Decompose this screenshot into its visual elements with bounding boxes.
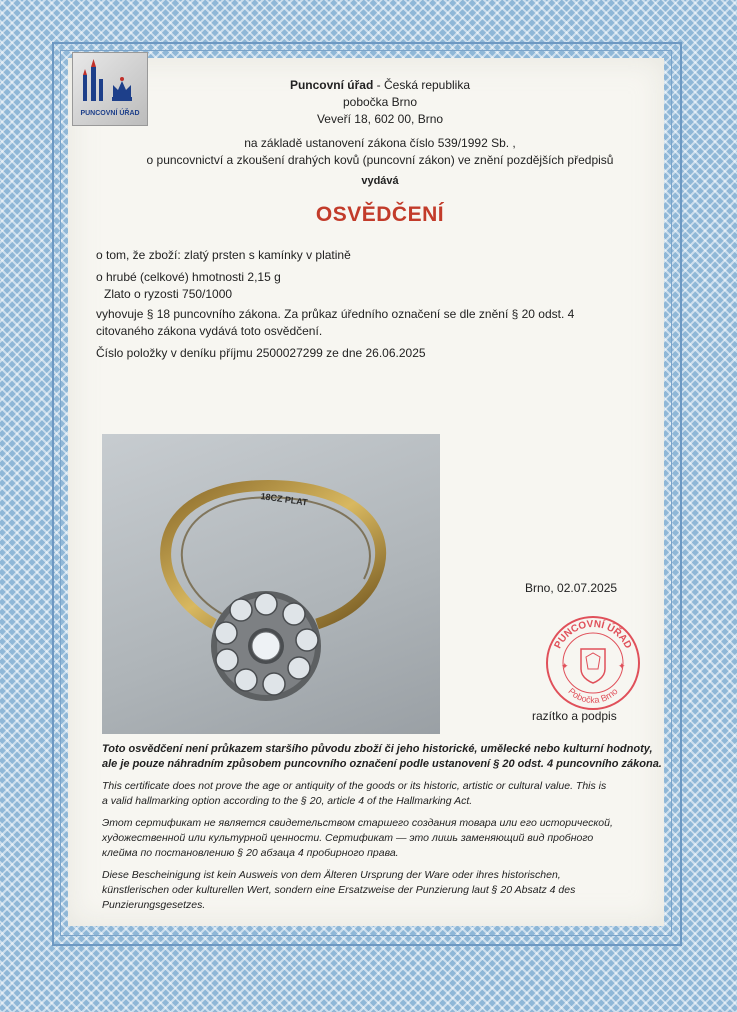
stamp-signature-label: razítko a podpis xyxy=(532,709,617,723)
law-line-1: na základě ustanovení zákona číslo 539/1992 Sb. , xyxy=(244,136,516,150)
header-address: Veveří 18, 602 00, Brno xyxy=(316,112,444,126)
ring-icon xyxy=(102,434,440,734)
item-weight: o hrubé (celkové) hmotnosti 2,15 g xyxy=(96,270,281,284)
ledger-number: Číslo položky v deníku příjmu 2500027299 ze dne 26.06.2025 xyxy=(96,346,426,360)
disclaimer-cz-line-1: Toto osvědčení není průkazem staršího původu zboží či jeho historické, umělecké nebo kulturní hodnoty, xyxy=(102,743,653,755)
disclaimer-de-line-3: Punzierungsgesetzes. xyxy=(102,899,206,911)
issues-label: vydává xyxy=(361,175,399,187)
stamp-bottom-text: Pobočka Brno xyxy=(566,686,620,706)
certificate-title: OSVĚDČENÍ xyxy=(315,203,445,226)
disclaimer-de-line-2: künstlerischen oder kulturellen Wert, sondern eine Ersatzweise der Punzierung laut § 20 Absatz 4 des xyxy=(102,884,576,896)
office-name: Puncovní úřad xyxy=(289,78,374,92)
place-date: Brno, 02.07.2025 xyxy=(525,581,618,595)
item-description: o tom, že zboží: zlatý prsten s kamínky v platině xyxy=(96,248,351,262)
official-stamp xyxy=(543,613,643,713)
conformity-line-2: citovaného zákona vydává toto osvědčení. xyxy=(96,324,323,338)
stamp-star-left-icon: ✦ xyxy=(561,661,569,671)
disclaimer-cz-line-2: ale je pouze náhradním způsobem puncovního označení podle ustanovení § 20 odst. 4 puncovního zákona. xyxy=(102,758,662,770)
disclaimer-en-line-2: a valid hallmarking option according to the § 20, article 4 of the Hallmarking Act. xyxy=(102,795,473,807)
svg-text:PUNCOVNÍ ÚŘAD xyxy=(553,618,634,650)
item-fineness: Zlato o ryzosti 750/1000 xyxy=(104,287,233,301)
stamp-top-text: PUNCOVNÍ ÚŘAD xyxy=(552,618,634,651)
disclaimer-de-line-1: Diese Bescheinigung ist kein Ausweis von dem Älteren Ursprung der Ware oder ihres historischen, xyxy=(102,869,561,881)
ring-photo xyxy=(102,434,440,734)
stamp-star-right-icon: ✦ xyxy=(618,661,626,671)
law-line-2: o puncovnictví a zkoušení drahých kovů (puncovní zákon) ve znění pozdějších předpisů xyxy=(146,153,614,167)
header-branch: pobočka Brno xyxy=(342,95,418,109)
ring-engraving: 18CZ PLAT xyxy=(259,491,309,508)
disclaimer-ru-line-1: Этот сертификат не является свидетельством старшего создания товара или его исторической, xyxy=(102,817,613,829)
conformity-line-1: vyhovuje § 18 puncovního zákona. Za průkaz úředního označení se dle znění § 20 odst. 4 xyxy=(96,307,575,321)
disclaimer-en-line-1: This certificate does not prove the age or antiquity of the goods or its historic, artistic or cultural value. This is xyxy=(102,780,607,792)
logo-caption: PUNCOVNÍ ÚŘAD xyxy=(80,110,140,117)
disclaimer-ru-line-3: клейма по постановлению § 20 абзаца 4 пробирного права. xyxy=(102,847,399,859)
svg-text:Pobočka Brno xyxy=(566,686,619,705)
header-office xyxy=(100,78,660,92)
office-country: - Česká republika xyxy=(373,78,471,92)
coat-of-arms-icon xyxy=(581,649,605,683)
disclaimer-ru-line-2: художественной или культурной ценности. Сертификат — это лишь заменяющий вид пробного xyxy=(102,832,594,844)
